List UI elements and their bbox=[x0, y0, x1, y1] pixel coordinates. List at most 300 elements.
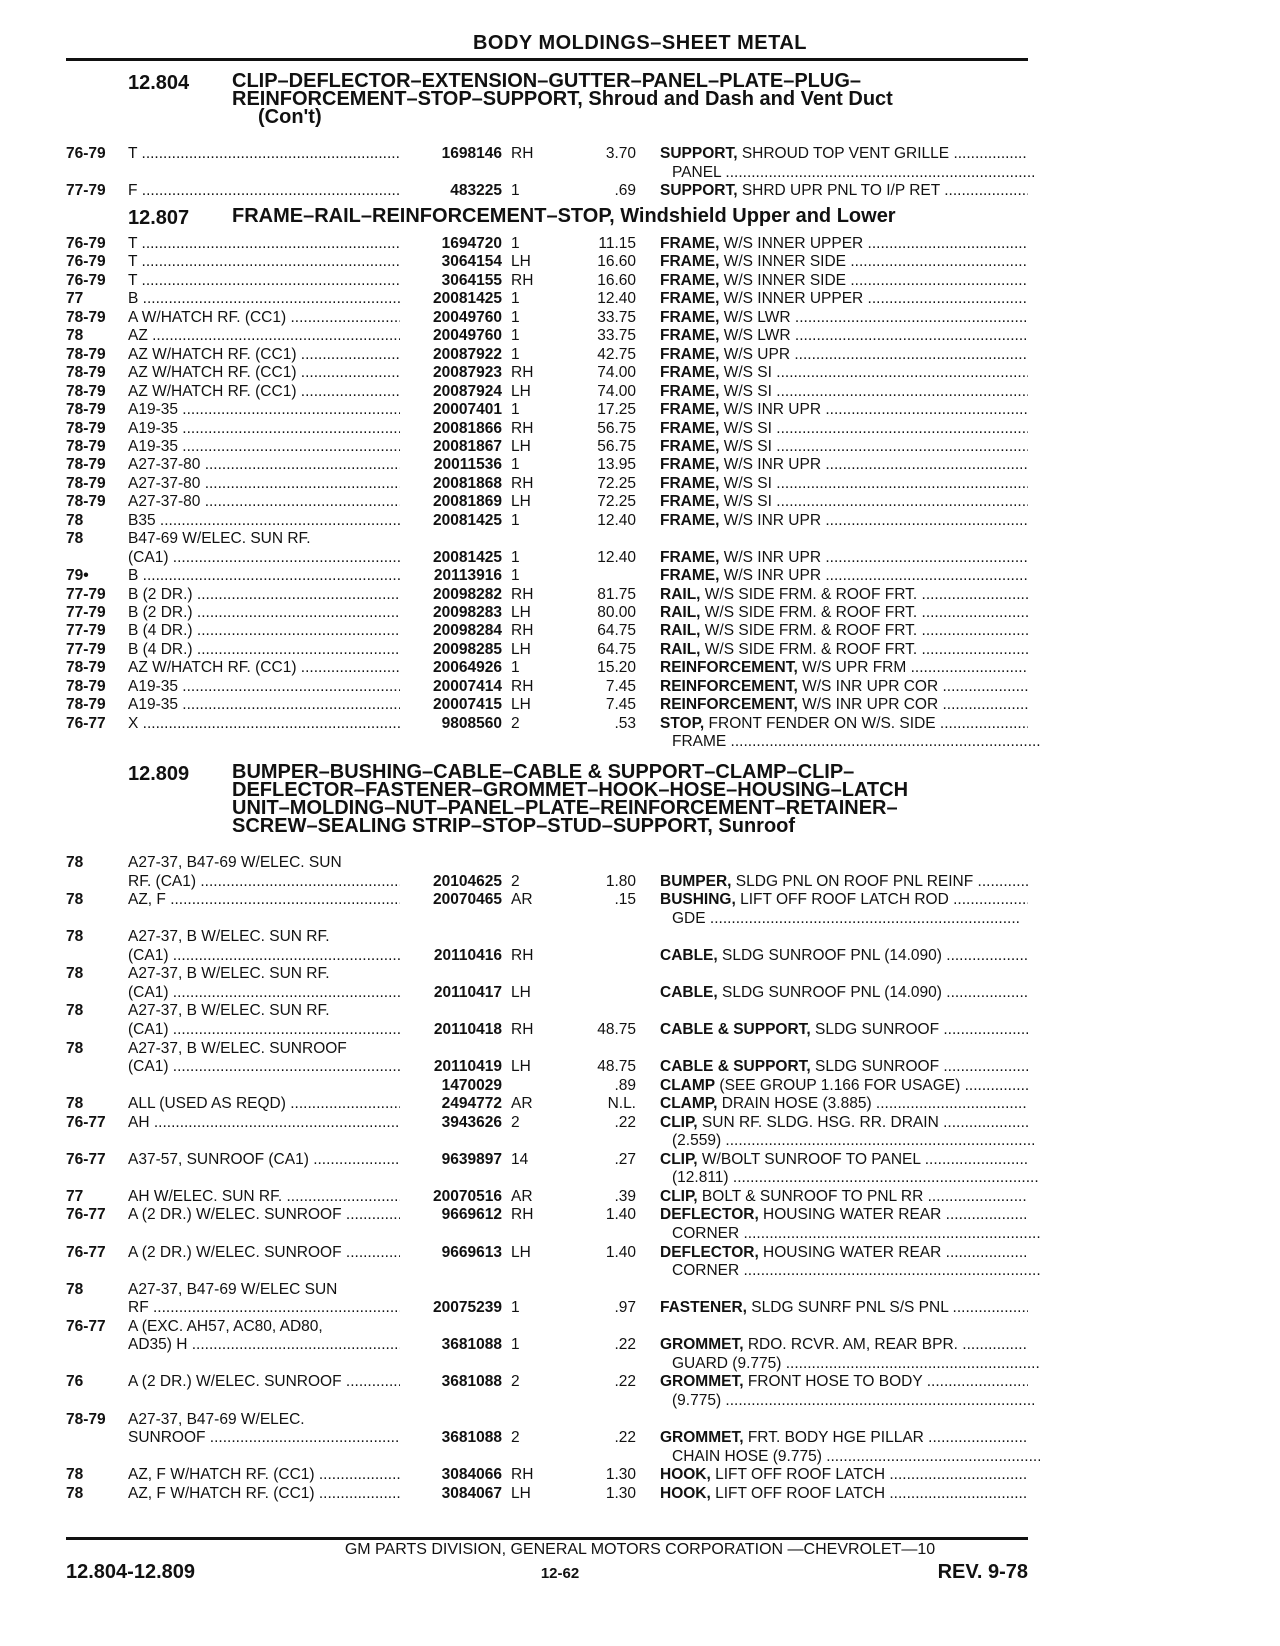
model-year: 76-79 bbox=[66, 145, 106, 162]
usage: B (4 DR.) ..... bbox=[128, 640, 400, 659]
part-number: 20087924 bbox=[433, 382, 502, 400]
price: 17.25 bbox=[597, 401, 636, 419]
table-row bbox=[0, 1205, 1280, 1224]
part-name: CABLE, bbox=[660, 983, 718, 1001]
description-text: (SEE GROUP 1.166 FOR USAGE) bbox=[715, 1076, 961, 1094]
quantity: 1 bbox=[511, 659, 520, 677]
part-number: 20098283 bbox=[433, 604, 502, 621]
table-row bbox=[0, 566, 1280, 585]
model-year: 78-79 bbox=[66, 345, 106, 363]
usage: A19-35 ..... bbox=[128, 695, 400, 714]
quantity: RH bbox=[511, 677, 534, 695]
table-row bbox=[0, 144, 1280, 163]
model-year: 78-79 bbox=[66, 659, 106, 677]
part-number: 20075239 bbox=[433, 1299, 502, 1317]
part-number: 9639897 bbox=[441, 1150, 502, 1168]
model-year: 78-79 bbox=[66, 437, 106, 455]
price: 13.95 bbox=[597, 456, 636, 474]
description-text: W/S LWR bbox=[719, 327, 791, 345]
part-number: 20064926 bbox=[433, 659, 502, 677]
usage: (CA1) ..... bbox=[128, 1057, 400, 1076]
table-row bbox=[0, 474, 1280, 493]
quantity: 1 bbox=[511, 235, 520, 252]
description bbox=[660, 437, 1028, 456]
price: 11.15 bbox=[598, 235, 636, 252]
table-row bbox=[0, 1372, 1280, 1391]
price: 48.75 bbox=[597, 1020, 636, 1038]
table-row bbox=[0, 714, 1280, 733]
description-text: W/S SIDE FRM. & ROOF FRT. bbox=[700, 604, 918, 621]
table-row bbox=[0, 1410, 1280, 1429]
part-name: FRAME, bbox=[660, 493, 720, 511]
table-row bbox=[0, 511, 1280, 530]
model-year: 77 bbox=[66, 1187, 84, 1205]
model-year: 76-79 bbox=[66, 253, 106, 271]
usage: A (2 DR.) W/ELEC. SUNROOF ..... bbox=[128, 1243, 400, 1262]
description-text: SLDG SUNROOF bbox=[810, 1020, 940, 1038]
description-text: W/S SIDE FRM. & ROOF FRT. bbox=[700, 640, 918, 658]
part-number: 20081869 bbox=[433, 493, 502, 511]
price: .22 bbox=[614, 1429, 636, 1447]
table-row bbox=[0, 1094, 1280, 1113]
part-number: 20081425 bbox=[433, 511, 502, 529]
usage: RF. (CA1) ..... bbox=[128, 872, 400, 891]
section-heading-line: (Con't) bbox=[258, 106, 322, 128]
part-name: BUMPER, bbox=[660, 872, 732, 890]
part-name: FRAME, bbox=[660, 345, 720, 363]
description-text: FRONT HOSE TO BODY bbox=[743, 1373, 923, 1391]
usage: F ..... bbox=[128, 181, 400, 200]
part-name: BUSHING, bbox=[660, 891, 736, 909]
model-year: 78-79 bbox=[66, 401, 106, 419]
table-row bbox=[0, 695, 1280, 714]
price: 7.45 bbox=[605, 696, 636, 714]
price: 72.25 bbox=[597, 493, 636, 511]
part-number: 483225 bbox=[450, 182, 502, 199]
table-row bbox=[0, 1020, 1280, 1039]
part-name: RAIL, bbox=[660, 604, 701, 621]
description bbox=[660, 1391, 1040, 1410]
quantity: AR bbox=[511, 1095, 533, 1113]
table-row bbox=[0, 400, 1280, 419]
description bbox=[660, 695, 1028, 714]
description bbox=[660, 144, 1028, 163]
model-year: 78 bbox=[66, 928, 84, 946]
price: .53 bbox=[614, 714, 636, 732]
description-text: BOLT & SUNROOF TO PNL RR bbox=[697, 1187, 924, 1205]
description bbox=[660, 1354, 1040, 1373]
description bbox=[660, 1298, 1028, 1317]
description bbox=[660, 890, 1028, 909]
description bbox=[660, 1076, 1028, 1095]
table-row bbox=[0, 658, 1280, 677]
quantity: AR bbox=[511, 1187, 533, 1205]
description bbox=[660, 1224, 1040, 1243]
quantity: LH bbox=[511, 253, 531, 271]
table-row bbox=[0, 326, 1280, 345]
model-year: 77 bbox=[66, 290, 84, 308]
section-number: 12.809 bbox=[128, 763, 190, 785]
description bbox=[660, 732, 1040, 751]
description-text: W/S INR UPR bbox=[719, 401, 822, 419]
quantity: 2 bbox=[511, 1429, 520, 1447]
section-heading-line: FRAME–RAIL–REINFORCEMENT–STOP, Windshield Upper and Lower bbox=[232, 205, 896, 227]
header-rule bbox=[66, 58, 1028, 61]
model-year: 76 bbox=[66, 1373, 84, 1391]
model-year: 79• bbox=[66, 567, 89, 585]
price: 16.60 bbox=[597, 253, 636, 271]
description bbox=[660, 382, 1028, 401]
model-year: 77-79 bbox=[66, 640, 106, 658]
section-heading-line: UNIT–MOLDING–NUT–PANEL–PLATE–REINFORCEMENT–RETAINER– bbox=[232, 797, 898, 819]
usage: B ..... bbox=[128, 566, 400, 585]
price: 72.25 bbox=[597, 474, 636, 492]
quantity: RH bbox=[511, 622, 534, 640]
part-name: DEFLECTOR, bbox=[660, 1206, 759, 1224]
model-year: 76-77 bbox=[66, 1243, 106, 1261]
usage: (CA1) ..... bbox=[128, 1020, 400, 1039]
description bbox=[660, 946, 1028, 965]
part-number: 20098282 bbox=[433, 585, 502, 603]
usage: T ..... bbox=[128, 271, 400, 290]
part-name: FRAME, bbox=[660, 474, 720, 492]
part-name: FRAME, bbox=[660, 308, 720, 326]
part-name: CLAMP, bbox=[660, 1095, 718, 1113]
usage: (CA1) ..... bbox=[128, 983, 400, 1002]
description-text: SLDG SUNROOF PNL (14.090) bbox=[717, 946, 942, 964]
description-text: LIFT OFF ROOF LATCH bbox=[710, 1466, 886, 1484]
price: .22 bbox=[614, 1373, 636, 1391]
price: 1.80 bbox=[605, 872, 636, 890]
description bbox=[660, 1205, 1028, 1224]
quantity: 1 bbox=[511, 567, 520, 585]
part-name: FRAME, bbox=[660, 567, 720, 585]
part-name: CABLE & SUPPORT, bbox=[660, 1058, 811, 1076]
part-name: CLAMP bbox=[660, 1076, 716, 1094]
description-text: (9.775) bbox=[672, 1391, 722, 1409]
description-text: HOUSING WATER REAR bbox=[758, 1243, 942, 1261]
usage: AD35) H ..... bbox=[128, 1335, 400, 1354]
part-name: FRAME, bbox=[660, 419, 720, 437]
usage: A W/HATCH RF. (CC1) ..... bbox=[128, 308, 400, 327]
part-number: 20049760 bbox=[433, 308, 502, 326]
quantity: LH bbox=[511, 437, 531, 455]
usage: AZ, F W/HATCH RF. (CC1) ..... bbox=[128, 1465, 400, 1484]
table-row bbox=[0, 1057, 1280, 1076]
description bbox=[660, 1484, 1028, 1503]
usage: A27-37, B47-69 W/ELEC. SUN bbox=[128, 854, 342, 871]
part-number: 20007414 bbox=[433, 677, 502, 695]
table-row bbox=[0, 1131, 1280, 1150]
usage: AZ W/HATCH RF. (CC1) ..... bbox=[128, 658, 400, 677]
description bbox=[660, 1187, 1028, 1206]
description bbox=[660, 252, 1028, 271]
table-row bbox=[0, 909, 1280, 928]
quantity: 2 bbox=[511, 1373, 520, 1391]
model-year: 78 bbox=[66, 965, 84, 983]
description bbox=[660, 1428, 1028, 1447]
table-row bbox=[0, 419, 1280, 438]
description bbox=[660, 1057, 1028, 1076]
usage: B35 ..... bbox=[128, 511, 400, 530]
table-row bbox=[0, 181, 1280, 200]
part-name: CLIP, bbox=[660, 1113, 698, 1131]
table-row bbox=[0, 964, 1280, 983]
model-year: 78-79 bbox=[66, 474, 106, 492]
quantity: 1 bbox=[511, 308, 520, 326]
usage: SUNROOF ..... bbox=[128, 1428, 400, 1447]
quantity: 1 bbox=[511, 456, 520, 474]
usage: A19-35 ..... bbox=[128, 400, 400, 419]
quantity: 1 bbox=[511, 511, 520, 529]
part-name: CABLE, bbox=[660, 946, 718, 964]
quantity: 1 bbox=[511, 1299, 520, 1317]
usage: T ..... bbox=[128, 234, 400, 253]
quantity: RH bbox=[511, 1020, 534, 1038]
model-year: 78-79 bbox=[66, 308, 106, 326]
part-number: 20081868 bbox=[433, 474, 502, 492]
part-number: 2494772 bbox=[441, 1095, 502, 1113]
table-row bbox=[0, 946, 1280, 965]
description bbox=[660, 677, 1028, 696]
description-text: LIFT OFF ROOF LATCH ROD bbox=[735, 891, 949, 909]
footer-publisher: GM PARTS DIVISION, GENERAL MOTORS CORPORATION —CHEVROLET—10 bbox=[344, 1541, 936, 1558]
part-number: 20070516 bbox=[433, 1187, 502, 1205]
usage: A27-37, B W/ELEC. SUN RF. bbox=[128, 1002, 330, 1020]
part-name: FASTENER, bbox=[660, 1299, 747, 1317]
table-row bbox=[0, 1001, 1280, 1020]
part-number: 20081425 bbox=[433, 548, 502, 566]
quantity: 2 bbox=[511, 714, 520, 732]
quantity: 2 bbox=[511, 1113, 520, 1131]
part-number: 20081866 bbox=[433, 419, 502, 437]
model-year: 78 bbox=[66, 1002, 84, 1020]
price: .89 bbox=[614, 1076, 636, 1094]
usage: A19-35 ..... bbox=[128, 419, 400, 438]
model-year: 78 bbox=[66, 511, 84, 529]
table-row bbox=[0, 1465, 1280, 1484]
description bbox=[660, 1243, 1028, 1262]
quantity: RH bbox=[511, 946, 534, 964]
part-name: FRAME, bbox=[660, 456, 720, 474]
quantity: LH bbox=[511, 493, 531, 511]
part-number: 3084067 bbox=[441, 1484, 502, 1502]
price: 56.75 bbox=[597, 437, 636, 455]
part-name: CLIP, bbox=[660, 1187, 698, 1205]
description-text: (2.559) bbox=[672, 1132, 722, 1150]
part-name: FRAME, bbox=[660, 235, 720, 252]
section-heading-line: REINFORCEMENT–STOP–SUPPORT, Shroud and Dash and Vent Duct bbox=[232, 88, 893, 110]
part-name: HOOK, bbox=[660, 1484, 711, 1502]
price: .69 bbox=[614, 182, 636, 199]
description bbox=[660, 474, 1028, 493]
table-row bbox=[0, 1484, 1280, 1503]
part-number: 9669612 bbox=[441, 1206, 502, 1224]
price: .22 bbox=[614, 1336, 636, 1354]
part-number: 20104625 bbox=[433, 872, 502, 890]
table-row bbox=[0, 1113, 1280, 1132]
part-number: 20087922 bbox=[433, 345, 502, 363]
description bbox=[660, 658, 1028, 677]
description bbox=[660, 419, 1028, 438]
description-text: CORNER bbox=[672, 1225, 740, 1242]
description-text: CHAIN HOSE (9.775) bbox=[672, 1447, 822, 1465]
description-text: W/S INR UPR bbox=[719, 456, 822, 474]
price: 1.30 bbox=[605, 1466, 636, 1484]
part-number: 20113916 bbox=[433, 567, 502, 585]
footer-revision: REV. 9-78 bbox=[937, 1561, 1028, 1583]
description bbox=[660, 1113, 1028, 1132]
usage: B (2 DR.) ..... bbox=[128, 603, 400, 622]
usage: RF ..... bbox=[128, 1298, 400, 1317]
part-name: FRAME, bbox=[660, 548, 720, 566]
usage: AH ..... bbox=[128, 1113, 400, 1132]
usage: T ..... bbox=[128, 144, 400, 163]
page-title: BODY MOLDINGS–SHEET METAL bbox=[472, 32, 807, 54]
table-row bbox=[0, 1298, 1280, 1317]
part-number: 3681088 bbox=[441, 1336, 502, 1354]
description bbox=[660, 326, 1028, 345]
description-text: (12.811) bbox=[672, 1169, 729, 1187]
description-text: W/S SIDE FRM. & ROOF FRT. bbox=[700, 622, 918, 640]
description-text: SLDG SUNROOF PNL (14.090) bbox=[717, 983, 942, 1001]
description bbox=[660, 640, 1028, 659]
description bbox=[660, 455, 1028, 474]
part-name: FRAME, bbox=[660, 253, 720, 271]
quantity: RH bbox=[511, 419, 534, 437]
description-text: SHRD UPR PNL TO I/P RET bbox=[737, 182, 940, 199]
usage: (CA1) ..... bbox=[128, 548, 400, 567]
description-text: W/S SI bbox=[719, 419, 772, 437]
description-text: W/S UPR FRM bbox=[797, 659, 907, 677]
usage: A37-57, SUNROOF (CA1) ..... bbox=[128, 1150, 400, 1169]
description-text: W/S LWR bbox=[719, 308, 791, 326]
part-name: RAIL, bbox=[660, 585, 701, 603]
description-text: W/S INR UPR COR bbox=[797, 696, 939, 714]
part-name: FRAME, bbox=[660, 382, 720, 400]
usage: AH W/ELEC. SUN RF. ..... bbox=[128, 1187, 400, 1206]
description-text: W/S UPR bbox=[719, 345, 791, 363]
price: 1.30 bbox=[605, 1484, 636, 1502]
price: .97 bbox=[614, 1299, 636, 1317]
part-number: 20070465 bbox=[433, 891, 502, 909]
quantity: RH bbox=[511, 474, 534, 492]
table-row bbox=[0, 234, 1280, 253]
model-year: 78-79 bbox=[66, 382, 106, 400]
description-text: W/S SI bbox=[719, 474, 772, 492]
table-row bbox=[0, 382, 1280, 401]
usage: B (2 DR.) ..... bbox=[128, 585, 400, 604]
price: 80.00 bbox=[597, 604, 636, 621]
quantity: 1 bbox=[511, 290, 520, 308]
model-year: 76-77 bbox=[66, 714, 106, 732]
price: 12.40 bbox=[597, 548, 636, 566]
table-row bbox=[0, 345, 1280, 364]
description bbox=[660, 511, 1028, 530]
part-name: STOP, bbox=[660, 714, 705, 732]
table-row bbox=[0, 252, 1280, 271]
price: 3.70 bbox=[605, 145, 636, 162]
part-name: GROMMET, bbox=[660, 1429, 744, 1447]
usage: A27-37-80 ..... bbox=[128, 492, 400, 511]
description-text: W/S INR UPR bbox=[719, 567, 822, 585]
description-text: W/S INR UPR bbox=[719, 511, 822, 529]
quantity: LH bbox=[511, 604, 531, 621]
price: .39 bbox=[614, 1187, 636, 1205]
description bbox=[660, 909, 1040, 928]
model-year: 76-79 bbox=[66, 235, 106, 252]
quantity: RH bbox=[511, 271, 534, 289]
usage: A (2 DR.) W/ELEC. SUNROOF ..... bbox=[128, 1372, 400, 1391]
part-number: 3084066 bbox=[441, 1466, 502, 1484]
usage: A19-35 ..... bbox=[128, 677, 400, 696]
description bbox=[660, 308, 1028, 327]
quantity: LH bbox=[511, 382, 531, 400]
description bbox=[660, 363, 1028, 382]
price: 15.20 bbox=[597, 659, 636, 677]
table-row bbox=[0, 548, 1280, 567]
description-text: HOUSING WATER REAR bbox=[758, 1206, 942, 1224]
description bbox=[660, 345, 1028, 364]
quantity: LH bbox=[511, 1243, 531, 1261]
price: 64.75 bbox=[597, 640, 636, 658]
section-heading bbox=[232, 763, 1022, 835]
description-text: GDE bbox=[672, 909, 706, 927]
table-row bbox=[0, 163, 1280, 182]
part-name: RAIL, bbox=[660, 622, 701, 640]
usage: A27-37-80 ..... bbox=[128, 474, 400, 493]
table-row bbox=[0, 1261, 1280, 1280]
footer-page-number: 12-62 bbox=[540, 1565, 580, 1582]
quantity: AR bbox=[511, 891, 533, 909]
price: 12.40 bbox=[597, 290, 636, 308]
quantity: 1 bbox=[511, 548, 520, 566]
quantity: LH bbox=[511, 983, 531, 1001]
part-name: FRAME, bbox=[660, 271, 720, 289]
table-row bbox=[0, 1187, 1280, 1206]
usage: AZ ..... bbox=[128, 326, 400, 345]
usage: ALL (USED AS REQD) ..... bbox=[128, 1094, 400, 1113]
table-row bbox=[0, 1280, 1280, 1299]
usage: A27-37, B W/ELEC. SUN RF. bbox=[128, 928, 330, 946]
quantity: RH bbox=[511, 585, 534, 603]
quantity: RH bbox=[511, 364, 534, 382]
part-name: GROMMET, bbox=[660, 1336, 744, 1354]
quantity: 1 bbox=[511, 345, 520, 363]
section-heading-line: SCREW–SEALING STRIP–STOP–STUD–SUPPORT, Sunroof bbox=[232, 815, 796, 837]
table-row bbox=[0, 289, 1280, 308]
usage: A27-37, B W/ELEC. SUN RF. bbox=[128, 965, 330, 983]
price: .15 bbox=[614, 891, 636, 909]
quantity: LH bbox=[511, 696, 531, 714]
description-text: SUN RF. SLDG. HSG. RR. DRAIN bbox=[697, 1113, 939, 1131]
part-name: FRAME, bbox=[660, 401, 720, 419]
description-text: W/S INR UPR bbox=[719, 548, 822, 566]
table-row bbox=[0, 603, 1280, 622]
price: 16.60 bbox=[597, 271, 636, 289]
description bbox=[660, 492, 1028, 511]
description bbox=[660, 1020, 1028, 1039]
description-text: W/S SIDE FRM. & ROOF FRT. bbox=[700, 585, 918, 603]
usage: AZ W/HATCH RF. (CC1) ..... bbox=[128, 363, 400, 382]
section-number: 12.804 bbox=[128, 72, 190, 94]
description bbox=[660, 1372, 1028, 1391]
description bbox=[660, 271, 1028, 290]
description-text: W/S SI bbox=[719, 364, 772, 382]
quantity: 1 bbox=[511, 327, 520, 345]
part-number: 20007415 bbox=[433, 696, 502, 714]
price: .22 bbox=[614, 1113, 636, 1131]
